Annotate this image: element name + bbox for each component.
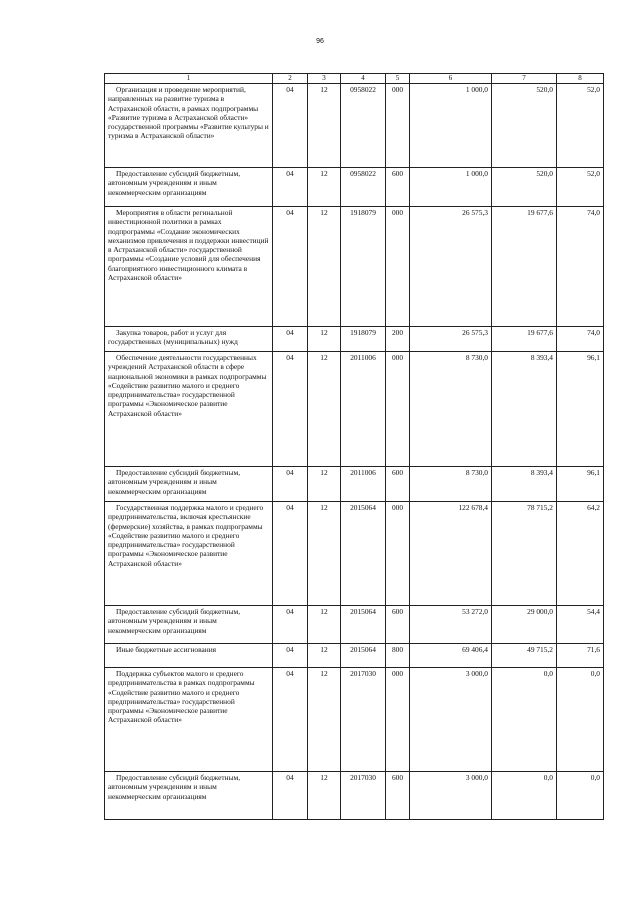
execution-percent: 54,4 [557, 606, 604, 644]
subsection-code: 12 [308, 668, 341, 772]
table-row [105, 327, 604, 352]
budget-table [104, 73, 604, 820]
column-number: 2 [273, 74, 308, 84]
subsection-code: 12 [308, 84, 341, 168]
section-code: 04 [273, 352, 308, 467]
planned-amount: 53 272,0 [410, 606, 492, 644]
expense-type-code: 000 [386, 352, 410, 467]
actual-amount: 8 393,4 [492, 467, 557, 502]
subsection-code: 12 [308, 327, 341, 352]
target-article-code: 2017030 [341, 668, 386, 772]
actual-amount: 19 677,6 [492, 327, 557, 352]
target-article-code: 1918079 [341, 327, 386, 352]
column-number: 6 [410, 74, 492, 84]
table-row [105, 467, 604, 502]
row-name: Предоставление субсидий бюджетным, автономным учреждениям и иным некоммерческим организациям [105, 606, 273, 644]
table-row [105, 84, 604, 168]
subsection-code: 12 [308, 502, 341, 606]
table-row [105, 668, 604, 772]
subsection-code: 12 [308, 467, 341, 502]
table-row [105, 352, 604, 467]
row-name: Закупка товаров, работ и услуг для государственных (муниципальных) нужд [105, 327, 273, 352]
actual-amount: 29 000,0 [492, 606, 557, 644]
column-number: 8 [557, 74, 604, 84]
actual-amount: 520,0 [492, 168, 557, 207]
target-article-code: 0958022 [341, 84, 386, 168]
execution-percent: 74,0 [557, 207, 604, 327]
section-code: 04 [273, 327, 308, 352]
target-article-code: 0958022 [341, 168, 386, 207]
expense-type-code: 000 [386, 84, 410, 168]
row-name: Мероприятия в области регинальной инвестиционной политики в рамках подпрограммы «Создание экономических механизмов привлечения и поддержки инвестиций в Астраханской области» государственной программы «Создание условий для обеспечения благоприятного инвестиционного климата в Астраханской области» [105, 207, 273, 327]
actual-amount: 520,0 [492, 84, 557, 168]
column-number: 4 [341, 74, 386, 84]
planned-amount: 69 406,4 [410, 644, 492, 668]
execution-percent: 52,0 [557, 84, 604, 168]
planned-amount: 1 000,0 [410, 168, 492, 207]
subsection-code: 12 [308, 352, 341, 467]
subsection-code: 12 [308, 168, 341, 207]
subsection-code: 12 [308, 644, 341, 668]
expense-type-code: 600 [386, 772, 410, 820]
planned-amount: 26 575,3 [410, 207, 492, 327]
section-code: 04 [273, 467, 308, 502]
row-name: Государственная поддержка малого и среднего предпринимательства, включая крестьянские (фермерские) хозяйства, в рамках подпрограммы «Содействие развитию малого и среднего предпринимательства» государственной программы «Экономическое развитие Астраханской области» [105, 502, 273, 606]
section-code: 04 [273, 668, 308, 772]
section-code: 04 [273, 207, 308, 327]
actual-amount: 19 677,6 [492, 207, 557, 327]
section-code: 04 [273, 772, 308, 820]
execution-percent: 52,0 [557, 168, 604, 207]
actual-amount: 0,0 [492, 772, 557, 820]
actual-amount: 8 393,4 [492, 352, 557, 467]
table-row [105, 207, 604, 327]
expense-type-code: 600 [386, 467, 410, 502]
subsection-code: 12 [308, 207, 341, 327]
column-number: 7 [492, 74, 557, 84]
planned-amount: 1 000,0 [410, 84, 492, 168]
execution-percent: 71,6 [557, 644, 604, 668]
row-name: Иные бюджетные ассигнования [105, 644, 273, 668]
target-article-code: 2011006 [341, 352, 386, 467]
table-row [105, 502, 604, 606]
execution-percent: 64,2 [557, 502, 604, 606]
section-code: 04 [273, 502, 308, 606]
row-name: Предоставление субсидий бюджетным, автономным учреждениям и иным некоммерческим организациям [105, 772, 273, 820]
section-code: 04 [273, 606, 308, 644]
expense-type-code: 600 [386, 606, 410, 644]
section-code: 04 [273, 84, 308, 168]
actual-amount: 78 715,2 [492, 502, 557, 606]
actual-amount: 0,0 [492, 668, 557, 772]
row-name: Организация и проведение мероприятий, направленных на развитие туризма в Астраханской области, в рамках подпрограммы «Развитие туризма в Астраханской области» государственной программы «Развитие культуры и туризма в Астраханской области» [105, 84, 273, 168]
target-article-code: 1918079 [341, 207, 386, 327]
column-number: 1 [105, 74, 273, 84]
section-code: 04 [273, 644, 308, 668]
expense-type-code: 000 [386, 668, 410, 772]
execution-percent: 0,0 [557, 668, 604, 772]
planned-amount: 26 575,3 [410, 327, 492, 352]
expense-type-code: 000 [386, 207, 410, 327]
column-number: 3 [308, 74, 341, 84]
execution-percent: 96,1 [557, 467, 604, 502]
execution-percent: 74,0 [557, 327, 604, 352]
planned-amount: 3 000,0 [410, 772, 492, 820]
planned-amount: 122 678,4 [410, 502, 492, 606]
planned-amount: 8 730,0 [410, 352, 492, 467]
actual-amount: 49 715,2 [492, 644, 557, 668]
subsection-code: 12 [308, 606, 341, 644]
row-name: Предоставление субсидий бюджетным, автономным учреждениям и иным некоммерческим организациям [105, 467, 273, 502]
target-article-code: 2017030 [341, 772, 386, 820]
table-row [105, 644, 604, 668]
section-code: 04 [273, 168, 308, 207]
row-name: Обеспечение деятельности государственных учреждений Астраханской области в сфере национальной экономики в рамках подпрограммы «Содействие развитию малого и среднего предпринимательства» государственной программы «Экономическое развитие Астраханской области» [105, 352, 273, 467]
table-row [105, 168, 604, 207]
target-article-code: 2015064 [341, 606, 386, 644]
planned-amount: 3 000,0 [410, 668, 492, 772]
execution-percent: 0,0 [557, 772, 604, 820]
expense-type-code: 200 [386, 327, 410, 352]
row-name: Предоставление субсидий бюджетным, автономным учреждениям и иным некоммерческим организациям [105, 168, 273, 207]
column-number: 5 [386, 74, 410, 84]
subsection-code: 12 [308, 772, 341, 820]
planned-amount: 8 730,0 [410, 467, 492, 502]
table-row [105, 772, 604, 820]
expense-type-code: 800 [386, 644, 410, 668]
table-row [105, 606, 604, 644]
target-article-code: 2011006 [341, 467, 386, 502]
column-number-row [105, 74, 604, 84]
row-name: Поддержка субъектов малого и среднего предпринимательства в рамках подпрограммы «Содействие развитию малого и среднего предпринимательства» государственной программы «Экономическое развитие Астраханской области» [105, 668, 273, 772]
execution-percent: 96,1 [557, 352, 604, 467]
target-article-code: 2015064 [341, 502, 386, 606]
expense-type-code: 000 [386, 502, 410, 606]
expense-type-code: 600 [386, 168, 410, 207]
target-article-code: 2015064 [341, 644, 386, 668]
page-number: 96 [316, 38, 324, 45]
